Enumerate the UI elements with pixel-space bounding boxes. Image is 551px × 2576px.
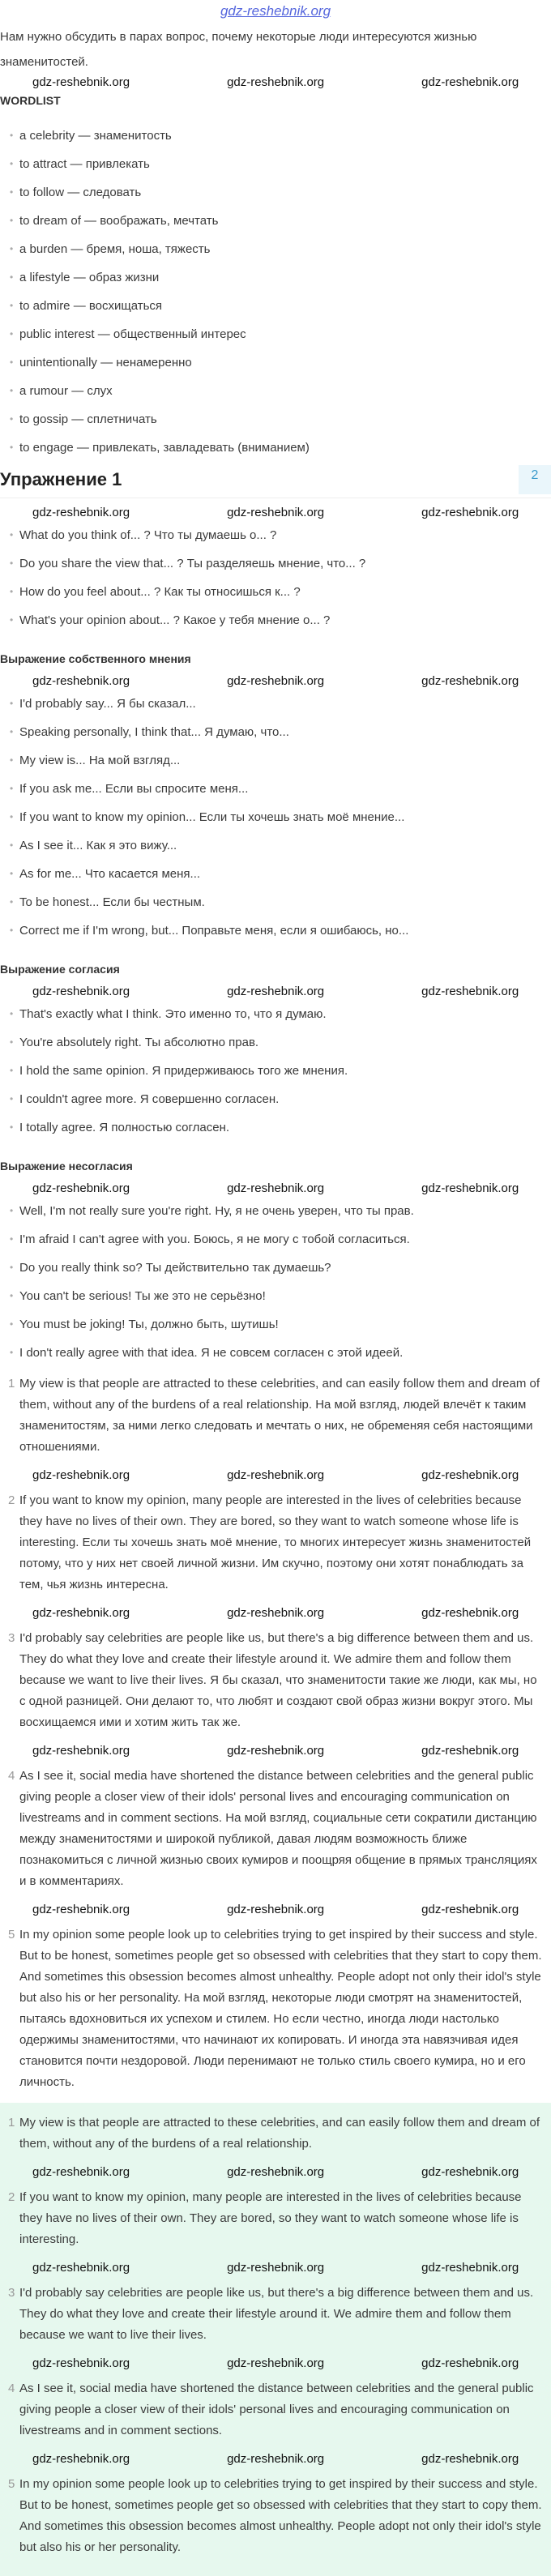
answer-text: My view is that people are attracted to these celebrities, and can easily follow them and dream of them, without any of the burdens of a real relationship.	[19, 2116, 540, 2151]
watermark-row	[0, 1743, 551, 1759]
watermark-text: gdz-reshebnik.org	[32, 506, 130, 519]
exercise-header	[0, 462, 551, 498]
answer-paragraph	[0, 1373, 551, 1458]
phrase-item: • You're absolutely right. Ты абсолютно прав.	[0, 1028, 551, 1057]
phrase-item: • If you ask me... Если вы спросите меня...	[0, 775, 551, 803]
phrase-item: • You can't be serious! Ты же это не серьёзно!	[0, 1282, 551, 1310]
phrase-item: • I'd probably say... Я бы сказал...	[0, 690, 551, 718]
watermark-text: gdz-reshebnik.org	[421, 1744, 519, 1758]
watermark-text: gdz-reshebnik.org	[227, 985, 325, 998]
wordlist-item: • to gossip — сплетничать	[0, 405, 551, 434]
watermark-text: gdz-reshebnik.org	[227, 1606, 325, 1620]
watermark-text: gdz-reshebnik.org	[421, 75, 519, 89]
answer-paragraph	[0, 1628, 551, 1733]
wordlist	[0, 122, 551, 462]
answer-number: 3	[8, 2286, 15, 2300]
answer-paragraph	[0, 2378, 551, 2441]
answer-number: 5	[8, 1928, 15, 1942]
watermark-text: gdz-reshebnik.org	[421, 1606, 519, 1620]
watermark-text: gdz-reshebnik.org	[32, 2452, 130, 2466]
watermark-text: gdz-reshebnik.org	[227, 2261, 325, 2275]
answer-text: I'd probably say celebrities are people like us, but there's a big difference between them and us. They do what they love and create their lifestyle around it. We admire them and follow them because we want to live their lives.	[19, 2286, 534, 2342]
answer-number: 4	[8, 2382, 15, 2395]
phrase-item: • I couldn't agree more. Я совершенно согласен.	[0, 1085, 551, 1113]
phrase-item: • That's exactly what I think. Это именно то, что я думаю.	[0, 1000, 551, 1028]
answer-text: As I see it, social media have shortened the distance between celebrities and the general public giving people a closer view of their idols' personal lives and encouraging communication on livestreams and in comment sections.	[19, 2382, 534, 2437]
watermark-row	[0, 1605, 551, 1621]
wordlist-item: • to attract — привлекать	[0, 150, 551, 178]
watermark-text: gdz-reshebnik.org	[421, 985, 519, 998]
watermark-row	[0, 2451, 551, 2467]
watermark-row	[0, 984, 551, 1000]
tab-exercise-2[interactable]: 2	[519, 465, 551, 494]
phrase-item: • Speaking personally, I think that... Я думаю, что...	[0, 718, 551, 746]
answer-paragraph	[0, 1766, 551, 1892]
wordlist-heading: WORDLIST	[0, 94, 61, 107]
watermark-text: gdz-reshebnik.org	[227, 2452, 325, 2466]
section-list	[0, 1197, 551, 1367]
question-phrases	[0, 521, 551, 634]
watermark-text: gdz-reshebnik.org	[32, 1903, 130, 1916]
wordlist-item: • a rumour — слух	[0, 377, 551, 405]
phrase-item: • Do you really think so? Ты действительно так думаешь?	[0, 1254, 551, 1282]
watermark-text: gdz-reshebnik.org	[421, 506, 519, 519]
watermark-row	[0, 673, 551, 690]
watermark-text: gdz-reshebnik.org	[421, 2452, 519, 2466]
watermark-text: gdz-reshebnik.org	[421, 1903, 519, 1916]
section-heading: Выражение согласия	[0, 963, 120, 976]
wordlist-item: • unintentionally — ненамеренно	[0, 348, 551, 377]
wordlist-item: • to dream of — воображать, мечтать	[0, 207, 551, 235]
wordlist-item: • a burden — бремя, ноша, тяжесть	[0, 235, 551, 263]
question-phrase: • Do you share the view that... ? Ты разделяешь мнение, что... ?	[0, 549, 551, 578]
watermark-row	[0, 1902, 551, 1918]
phrase-item: • As for me... Что касается меня...	[0, 860, 551, 888]
watermark-text: gdz-reshebnik.org	[32, 1181, 130, 1195]
watermark-row	[0, 2164, 551, 2181]
answer-number: 2	[8, 1493, 15, 1507]
answer-text: As I see it, social media have shortened the distance between celebrities and the general public giving people a closer view of their idols' personal lives and encouraging communication on livestreams and in comment sections. На мой взгляд, социальные сети сократили дистанцию между знаменитостями и широкой публикой, давая людям возможность ближе познакомиться с личной жизнью своих кумиров и поощряя общение в прямых трансляциях и в комментариях.	[19, 1769, 537, 1888]
intro-text: Нам нужно обсудить в парах вопрос, почему некоторые люди интересуются жизнью знаменитостей.	[0, 30, 477, 69]
watermark-text: gdz-reshebnik.org	[32, 1468, 130, 1482]
watermark-text: gdz-reshebnik.org	[32, 2261, 130, 2275]
phrase-item: • You must be joking! Ты, должно быть, шутишь!	[0, 1310, 551, 1339]
wordlist-item: • to engage — привлекать, завладевать (вниманием)	[0, 434, 551, 462]
watermark-text: gdz-reshebnik.org	[421, 2165, 519, 2179]
watermark-text: gdz-reshebnik.org	[227, 1181, 325, 1195]
wordlist-item: • public interest — общественный интерес	[0, 320, 551, 348]
phrase-item: • Correct me if I'm wrong, but... Поправьте меня, если я ошибаюсь, но...	[0, 916, 551, 945]
section-list	[0, 1000, 551, 1142]
section-heading: Выражение несогласия	[0, 1160, 133, 1173]
watermark-row	[0, 1467, 551, 1484]
phrase-item: • Well, I'm not really sure you're right. Ну, я не очень уверен, что ты прав.	[0, 1197, 551, 1225]
wordlist-item: • a celebrity — знаменитость	[0, 122, 551, 150]
watermark-text: gdz-reshebnik.org	[227, 506, 325, 519]
answer-number: 1	[8, 2116, 15, 2130]
answer-text: In my opinion some people look up to celebrities trying to get inspired by their success and style. But to be honest, sometimes people get so obsessed with celebrities that they start to copy them. And sometimes this obsession becomes almost unhealthy. People adopt not only their idol's style but also his or her personality.	[19, 2477, 542, 2554]
exercise-title: Упражнение 1	[0, 469, 122, 489]
phrase-item: • I totally agree. Я полностью согласен.	[0, 1113, 551, 1142]
answer-paragraph	[0, 1925, 551, 2093]
watermark-text: gdz-reshebnik.org	[32, 985, 130, 998]
watermark-text: gdz-reshebnik.org	[32, 1744, 130, 1758]
watermark-text: gdz-reshebnik.org	[32, 2356, 130, 2370]
wordlist-item: • to admire — восхищаться	[0, 292, 551, 320]
phrase-item: • To be honest... Если бы честным.	[0, 888, 551, 916]
answers	[0, 1373, 551, 2093]
answer-number: 5	[8, 2477, 15, 2491]
answer-number: 2	[8, 2190, 15, 2204]
answer-paragraph	[0, 1490, 551, 1596]
answer-paragraph	[0, 2283, 551, 2346]
answer-text: If you want to know my opinion, many people are interested in the lives of celebrities because they have no lives of their own. They are bored, so they want to watch someone whose life is interesting.	[19, 2190, 522, 2246]
answer-number: 4	[8, 1769, 15, 1783]
watermark-row	[0, 75, 551, 91]
question-phrase: • What's your opinion about... ? Какое у тебя мнение о... ?	[0, 606, 551, 634]
answers-english	[0, 2103, 551, 2576]
phrase-item: • As I see it... Как я это вижу...	[0, 831, 551, 860]
watermark-text: gdz-reshebnik.org	[32, 75, 130, 89]
answer-paragraph	[0, 2112, 551, 2155]
phrase-item: • I don't really agree with that idea. Я не совсем согласен с этой идеей.	[0, 1339, 551, 1367]
watermark-row	[0, 2260, 551, 2276]
answer-text: I'd probably say celebrities are people like us, but there's a big difference between them and us. They do what they love and create their lifestyle around it. We admire them and follow them because we want to live their lives. Я бы сказал, что знаменитости такие же люди, как мы, но с одной разницей. Они делают то, что любят и создают свой образ жизни вокруг этого. Мы восхищаемся ими и хотим жить так же.	[19, 1631, 537, 1729]
phrase-item: • If you want to know my opinion... Если ты хочешь знать моё мнение...	[0, 803, 551, 831]
phrase-item: • My view is... На мой взгляд...	[0, 746, 551, 775]
watermark-text: gdz-reshebnik.org	[32, 674, 130, 688]
watermark-text: gdz-reshebnik.org	[421, 2356, 519, 2370]
answer-text: My view is that people are attracted to these celebrities, and can easily follow them and dream of them, without any of the burdens of a real relationship. На мой взгляд, людей влечёт к таким знаменитостям, за ними легко следовать и мечтать о них, не обременяя себя настоящими отношениями.	[19, 1377, 540, 1454]
watermark-row	[0, 505, 551, 521]
answer-number: 3	[8, 1631, 15, 1645]
question-phrase: • What do you think of... ? Что ты думаешь о... ?	[0, 521, 551, 549]
watermark-text: gdz-reshebnik.org	[227, 1468, 325, 1482]
answer-text: If you want to know my opinion, many people are interested in the lives of celebrities because they have no lives of their own. They are bored, so they want to watch someone whose life is interesting. Если ты хочешь знать моё мнение, то многих интересует жизнь знаменитостей потому, что у них нет своей личной жизни. Им скучно, поэтому они хотят понаблюдать за тем, чья жизнь интересна.	[19, 1493, 532, 1591]
watermark-text: gdz-reshebnik.org	[32, 1606, 130, 1620]
watermark-text: gdz-reshebnik.org	[227, 1903, 325, 1916]
watermark-text: gdz-reshebnik.org	[227, 2165, 325, 2179]
phrase-item: • I'm afraid I can't agree with you. Боюсь, я не могу с тобой согласиться.	[0, 1225, 551, 1254]
watermark-text: gdz-reshebnik.org	[227, 1744, 325, 1758]
watermark-text: gdz-reshebnik.org	[227, 674, 325, 688]
wordlist-item: • a lifestyle — образ жизни	[0, 263, 551, 292]
section-heading: Выражение собственного мнения	[0, 652, 191, 665]
watermark-text: gdz-reshebnik.org	[421, 2261, 519, 2275]
watermark-text: gdz-reshebnik.org	[227, 75, 325, 89]
wordlist-item: • to follow — следовать	[0, 178, 551, 207]
answer-text: In my opinion some people look up to celebrities trying to get inspired by their success and style. But to be honest, sometimes people get so obsessed with celebrities that they start to copy them. And sometimes this obsession becomes almost unhealthy. People adopt not only their idol's style but also his or her personality. На мой взгляд, некоторые люди смотрят на знаменитостей, пытаясь вдохновиться их успехом и стилем. Но если честно, иногда люди настолько одержимы знаменитостями, что начинают их копировать. И иногда эта навязчивая идея становится почти нездоровой. Люди перенимают не только стиль своего кумира, но и его личность.	[19, 1928, 542, 2089]
answer-number: 1	[8, 1377, 15, 1391]
answer-paragraph	[0, 2187, 551, 2250]
phrase-sections	[0, 652, 551, 1367]
watermark-logo: gdz-reshebnik.org	[220, 3, 331, 19]
question-phrase: • How do you feel about... ? Как ты относишься к... ?	[0, 578, 551, 606]
watermark-text: gdz-reshebnik.org	[421, 1181, 519, 1195]
watermark-text: gdz-reshebnik.org	[227, 2356, 325, 2370]
phrase-item: • I hold the same opinion. Я придерживаюсь того же мнения.	[0, 1057, 551, 1085]
watermark-row	[0, 2356, 551, 2372]
section-list	[0, 690, 551, 945]
watermark-text: gdz-reshebnik.org	[421, 674, 519, 688]
watermark-row	[0, 1181, 551, 1197]
answer-paragraph	[0, 2474, 551, 2558]
watermark-text: gdz-reshebnik.org	[32, 2165, 130, 2179]
watermark-text: gdz-reshebnik.org	[421, 1468, 519, 1482]
